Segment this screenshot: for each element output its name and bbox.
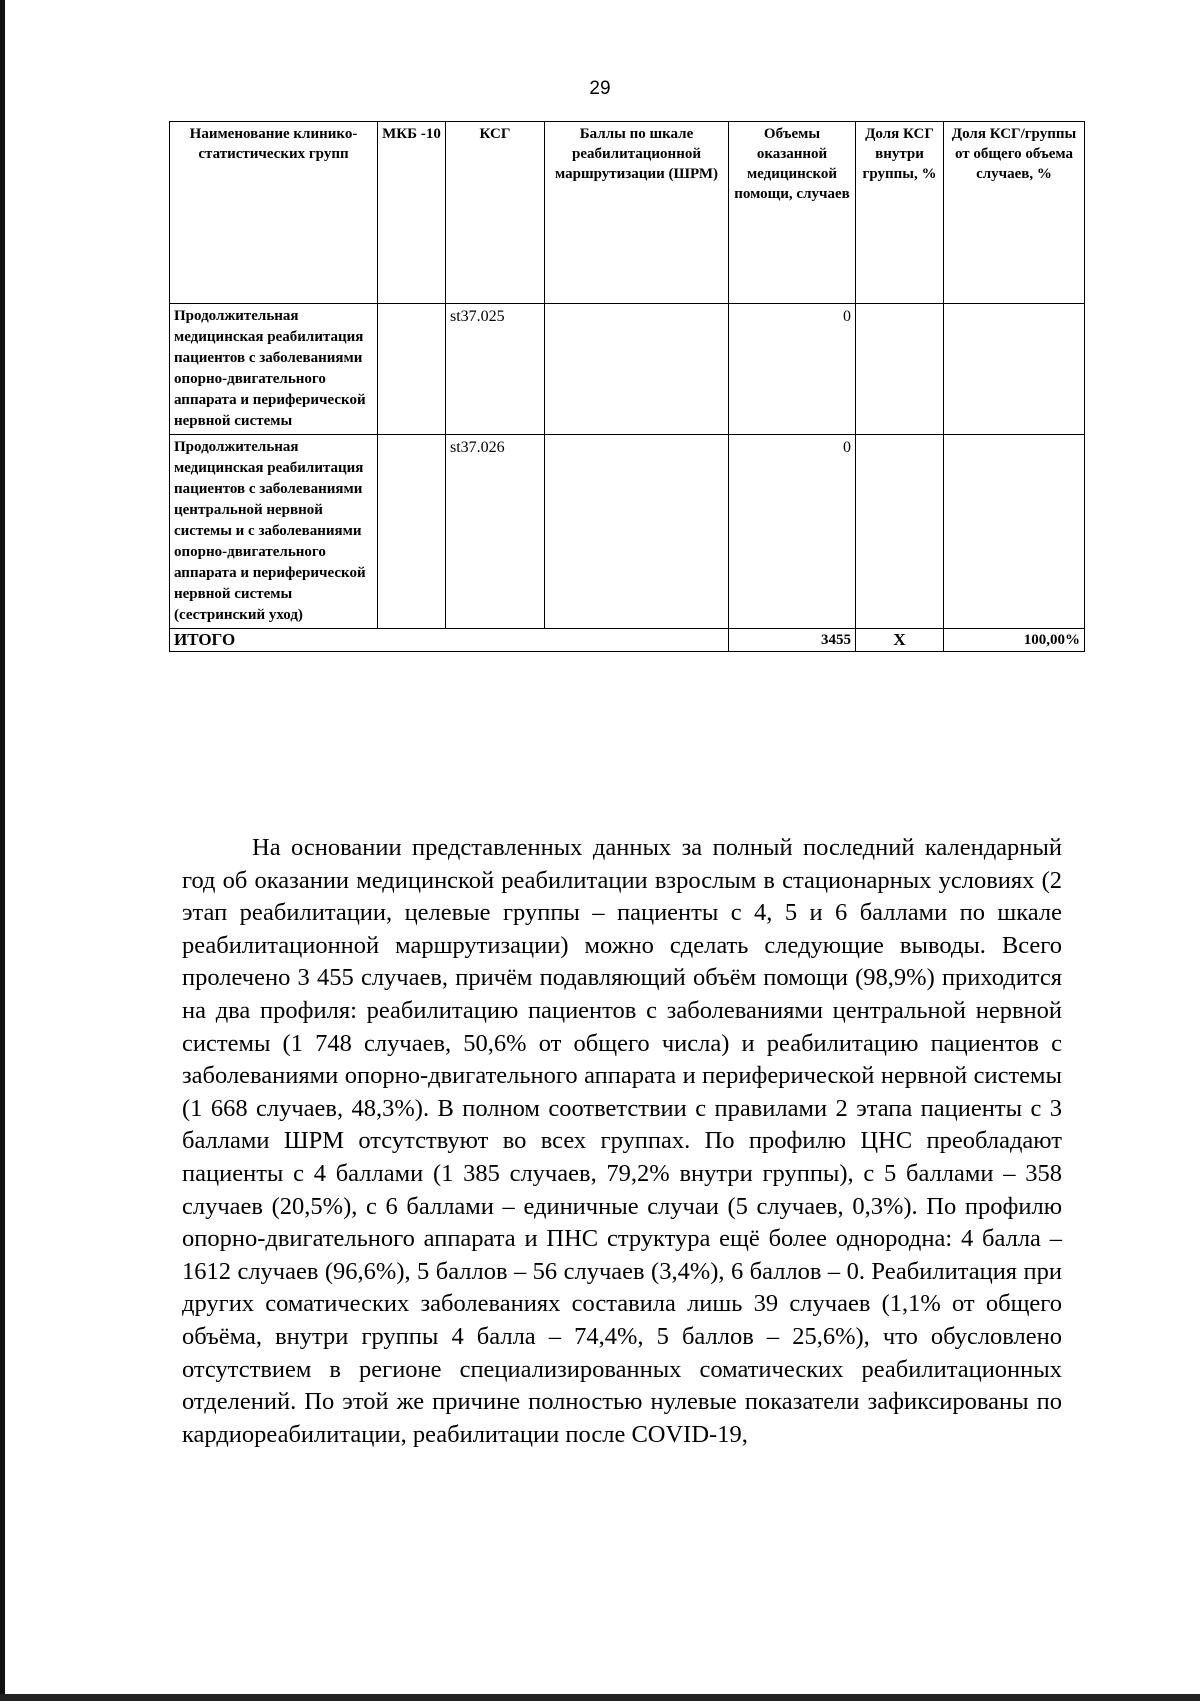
body-paragraph: На основании представленных данных за полный последний календарный год об оказании медицинской реабилитации взрослым в стационарных условиях (2 этап реабилитации, целевые группы – пациенты с 4, 5 и 6 баллами по шкале реабилитационной маршрутизации) можно сделать следующие выводы. Всего пролечено 3 455 случаев, причём подавляющий объём помощи (98,9%) приходится на два профиля: реабилитацию пациентов с заболеваниями центральной нервной системы (1 748 случаев, 50,6% от общего числа) и реабилитацию пациентов с заболеваниями опорно-двигательного аппарата и периферической нервной системы (1 668 случаев, 48,3%). В полном соответствии с правилами 2 этапа пациенты с 3 баллами ШРМ отсутствуют во всех группах. По профилю ЦНС преобладают пациенты с 4 баллами (1 385 случаев, 79,2% внутри группы), с 5 баллами – 358 случаев (20,5%), с 6 баллами – единичные случаи (5 случаев, 0,3%). По профилю опорно-двигательного аппарата и ПНС структура ещё более однородна: 4 балла – 1612 случаев (96,6%), 5 баллов – 56 случаев (3,4%), 6 баллов – 0. Реабилитация при других соматических заболеваниях составила лишь 39 случаев (1,1% от общего объёма, внутри группы 4 балла – 74,4%, 5 баллов – 25,6%), что обусловлено отсутствием в регионе специализированных соматических реабилитационных отделений. По этой же причине полностью нулевые показатели зафиксированы по кардиореабилитации, реабилитации после COVID-19, [182, 834, 1062, 1448]
row-share-total [944, 304, 1085, 435]
row-share-in-group [856, 304, 944, 435]
page-number: 29 [589, 78, 611, 99]
row-shrm [545, 435, 729, 629]
scan-edge-bottom [0, 1694, 1200, 1701]
header-mkb: МКБ -10 [378, 122, 446, 304]
total-row [170, 629, 1085, 652]
row-ksg-code: st37.026 [446, 435, 545, 629]
total-label: ИТОГО [170, 629, 729, 652]
header-volume: Объемы оказанной медицинской помощи, случаев [729, 122, 856, 304]
row-ksg-code: st37.025 [446, 304, 545, 435]
header-shrm: Баллы по шкале реабилитационной маршрутизации (ШРМ) [545, 122, 729, 304]
row-volume: 0 [729, 304, 856, 435]
table-row [170, 435, 1085, 629]
row-share-in-group [856, 435, 944, 629]
total-volume: 3455 [729, 629, 856, 652]
row-volume: 0 [729, 435, 856, 629]
table-header-row [170, 122, 1085, 304]
scan-edge-left [0, 0, 5, 1701]
header-ksg: КСГ [446, 122, 545, 304]
row-group-name: Продолжительная медицинская реабилитация пациентов с заболеваниями центральной нервной системы и с заболеваниями опорно-двигательного аппарата и периферической нервной системы (сестринский уход) [170, 435, 378, 629]
row-share-total [944, 435, 1085, 629]
table-row [170, 304, 1085, 435]
ksg-table [169, 121, 1085, 652]
row-mkb [378, 435, 446, 629]
header-share-total: Доля КСГ/группы от общего объема случаев, % [944, 122, 1085, 304]
row-group-name: Продолжительная медицинская реабилитация пациентов с заболеваниями опорно-двигательного аппарата и периферической нервной системы [170, 304, 378, 435]
header-group-name: Наименование клинико-статистических групп [170, 122, 378, 304]
total-share-in-group: X [856, 629, 944, 652]
header-share-in-group: Доля КСГ внутри группы, % [856, 122, 944, 304]
row-shrm [545, 304, 729, 435]
row-mkb [378, 304, 446, 435]
total-share-total: 100,00% [944, 629, 1085, 652]
